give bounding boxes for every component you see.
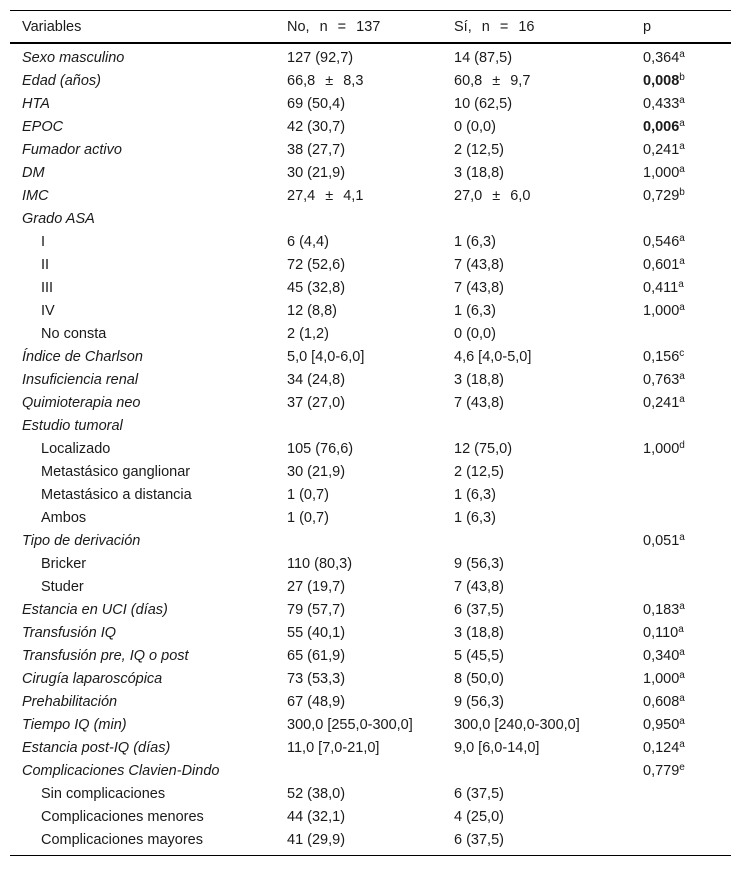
cell-p bbox=[637, 345, 731, 368]
cell-no: 1 (0,7) bbox=[287, 486, 329, 503]
cell-no: 73 (53,3) bbox=[287, 670, 346, 687]
cell-p bbox=[637, 529, 731, 552]
table-row bbox=[10, 92, 731, 115]
cell-si: 3 (18,8) bbox=[454, 371, 504, 388]
cell-si: 14 (87,5) bbox=[454, 49, 513, 66]
cell-si: 1 (6,3) bbox=[454, 509, 496, 526]
p-value: 0,110 bbox=[643, 624, 679, 641]
table-row bbox=[10, 552, 731, 575]
p-value: 0,364 bbox=[643, 49, 680, 66]
cell-p bbox=[637, 713, 731, 736]
cell-no: 5,0 [4,0-6,0] bbox=[287, 348, 365, 365]
cell-p bbox=[637, 299, 731, 322]
cell-si: 300,0 [240,0-300,0] bbox=[454, 716, 580, 733]
cell-p bbox=[637, 322, 731, 345]
p-value: 0,608 bbox=[643, 693, 680, 710]
p-footnote-marker: a bbox=[679, 370, 685, 382]
p-value: 1,000 bbox=[643, 164, 680, 181]
table-row bbox=[10, 598, 731, 621]
cell-p bbox=[637, 460, 731, 483]
row-label: Complicaciones menores bbox=[41, 808, 204, 825]
cell-si bbox=[442, 414, 637, 437]
row-label: Metastásico a distancia bbox=[41, 486, 192, 503]
cell-si: 3 (18,8) bbox=[454, 624, 504, 641]
cell-no: 127 (92,7) bbox=[287, 49, 354, 66]
table-row bbox=[10, 483, 731, 506]
p-value: 0,411 bbox=[643, 279, 679, 296]
row-label: Fumador activo bbox=[22, 141, 122, 158]
table-row bbox=[10, 621, 731, 644]
cell-p bbox=[637, 230, 731, 253]
table-row bbox=[10, 575, 731, 598]
table-row bbox=[10, 414, 731, 437]
cell-no: 55 (40,1) bbox=[287, 624, 346, 641]
table-row bbox=[10, 69, 731, 92]
p-value: 1,000 bbox=[643, 670, 680, 687]
cell-si: 7 (43,8) bbox=[454, 394, 504, 411]
p-value: 0,241 bbox=[643, 141, 680, 158]
p-footnote-marker: b bbox=[679, 71, 685, 83]
header-p: p bbox=[643, 18, 652, 35]
header-variables: Variables bbox=[22, 18, 82, 35]
p-value: 0,546 bbox=[643, 233, 680, 250]
table-row bbox=[10, 759, 731, 782]
row-label: Sin complicaciones bbox=[41, 785, 166, 802]
table-row bbox=[10, 828, 731, 856]
p-value: 0,950 bbox=[643, 716, 680, 733]
row-label: Tipo de derivación bbox=[22, 532, 141, 549]
results-table bbox=[10, 10, 731, 856]
cell-si: 4 (25,0) bbox=[454, 808, 504, 825]
p-footnote-marker: a bbox=[679, 48, 685, 60]
cell-p bbox=[637, 92, 731, 115]
cell-no: 6 (4,4) bbox=[287, 233, 329, 250]
p-value: 1,000 bbox=[643, 440, 680, 457]
cell-p bbox=[637, 437, 731, 460]
table-row bbox=[10, 230, 731, 253]
results-table-container bbox=[10, 10, 731, 856]
cell-p bbox=[637, 759, 731, 782]
cell-p bbox=[637, 506, 731, 529]
p-footnote-marker: a bbox=[679, 94, 685, 106]
cell-si: 2 (12,5) bbox=[454, 141, 504, 158]
table-row bbox=[10, 437, 731, 460]
row-label: DM bbox=[22, 164, 45, 181]
p-footnote-marker: a bbox=[678, 623, 684, 635]
p-value: 0,729 bbox=[643, 187, 680, 204]
row-label: IV bbox=[41, 302, 55, 319]
p-value: 0,433 bbox=[643, 95, 680, 112]
cell-si: 2 (12,5) bbox=[454, 463, 504, 480]
cell-no: 300,0 [255,0-300,0] bbox=[287, 716, 413, 733]
table-row bbox=[10, 184, 731, 207]
table-row bbox=[10, 667, 731, 690]
table-row bbox=[10, 322, 731, 345]
table-row bbox=[10, 276, 731, 299]
p-footnote-marker: a bbox=[679, 301, 685, 313]
cell-p bbox=[637, 667, 731, 690]
cell-no bbox=[275, 414, 442, 437]
cell-p bbox=[637, 253, 731, 276]
table-row bbox=[10, 644, 731, 667]
table-row bbox=[10, 43, 731, 69]
cell-no: 27,4 ± 4,1 bbox=[287, 187, 364, 204]
header-row bbox=[10, 11, 731, 44]
table-row bbox=[10, 299, 731, 322]
cell-no: 67 (48,9) bbox=[287, 693, 346, 710]
cell-si: 0 (0,0) bbox=[454, 325, 496, 342]
row-label: HTA bbox=[22, 95, 50, 112]
row-label: III bbox=[41, 279, 54, 296]
p-footnote-marker: a bbox=[678, 278, 684, 290]
cell-si: 9,0 [6,0-14,0] bbox=[454, 739, 540, 756]
row-label: Ambos bbox=[41, 509, 87, 526]
p-footnote-marker: a bbox=[679, 646, 685, 658]
table-row bbox=[10, 207, 731, 230]
cell-no bbox=[275, 759, 442, 782]
row-label: Estancia post-IQ (días) bbox=[22, 739, 171, 756]
table-body bbox=[10, 43, 731, 856]
cell-p bbox=[637, 805, 731, 828]
cell-si: 10 (62,5) bbox=[454, 95, 513, 112]
cell-no: 37 (27,0) bbox=[287, 394, 346, 411]
cell-no: 2 (1,2) bbox=[287, 325, 329, 342]
table-row bbox=[10, 506, 731, 529]
p-value: 0,601 bbox=[643, 256, 680, 273]
cell-no: 44 (32,1) bbox=[287, 808, 346, 825]
cell-p bbox=[637, 828, 731, 856]
table-row bbox=[10, 460, 731, 483]
cell-no: 105 (76,6) bbox=[287, 440, 354, 457]
cell-p bbox=[637, 368, 731, 391]
cell-no: 12 (8,8) bbox=[287, 302, 337, 319]
table-row bbox=[10, 138, 731, 161]
cell-p bbox=[637, 414, 731, 437]
p-footnote-marker: a bbox=[679, 669, 685, 681]
cell-p bbox=[637, 391, 731, 414]
cell-no: 79 (57,7) bbox=[287, 601, 346, 618]
row-label: Transfusión pre, IQ o post bbox=[22, 647, 189, 664]
cell-p bbox=[637, 598, 731, 621]
p-footnote-marker: a bbox=[679, 531, 685, 543]
cell-no bbox=[275, 529, 442, 552]
p-footnote-marker: a bbox=[679, 393, 685, 405]
cell-no: 110 (80,3) bbox=[287, 555, 353, 572]
cell-no: 65 (61,9) bbox=[287, 647, 346, 664]
cell-si: 8 (50,0) bbox=[454, 670, 504, 687]
cell-p bbox=[637, 184, 731, 207]
cell-si: 3 (18,8) bbox=[454, 164, 504, 181]
p-footnote-marker: a bbox=[679, 692, 685, 704]
cell-p bbox=[637, 736, 731, 759]
p-value: 0,241 bbox=[643, 394, 680, 411]
cell-p bbox=[637, 207, 731, 230]
cell-p bbox=[637, 644, 731, 667]
row-label: Edad (años) bbox=[22, 72, 101, 89]
table-row bbox=[10, 368, 731, 391]
p-footnote-marker: a bbox=[679, 140, 685, 152]
cell-si: 6 (37,5) bbox=[454, 601, 504, 618]
cell-no: 38 (27,7) bbox=[287, 141, 346, 158]
cell-si: 60,8 ± 9,7 bbox=[454, 72, 531, 89]
row-label: Localizado bbox=[41, 440, 111, 457]
p-footnote-marker: e bbox=[679, 761, 685, 773]
cell-p bbox=[637, 621, 731, 644]
cell-no: 52 (38,0) bbox=[287, 785, 346, 802]
row-label: II bbox=[41, 256, 50, 273]
p-footnote-marker: a bbox=[679, 715, 685, 727]
cell-si bbox=[442, 207, 637, 230]
cell-si: 6 (37,5) bbox=[454, 785, 504, 802]
row-label: Bricker bbox=[41, 555, 87, 572]
row-label: Sexo masculino bbox=[22, 49, 125, 66]
p-value: 0,779 bbox=[643, 762, 680, 779]
cell-si: 7 (43,8) bbox=[454, 578, 504, 595]
p-value: 0,156 bbox=[643, 348, 680, 365]
cell-si: 7 (43,8) bbox=[454, 256, 504, 273]
p-footnote-marker: a bbox=[679, 163, 685, 175]
cell-p bbox=[637, 690, 731, 713]
row-label: Insuficiencia renal bbox=[22, 371, 139, 388]
p-footnote-marker: a bbox=[679, 232, 685, 244]
p-value: 1,000 bbox=[643, 302, 680, 319]
table-row bbox=[10, 391, 731, 414]
row-label: I bbox=[41, 233, 46, 250]
cell-si: 4,6 [4,0-5,0] bbox=[454, 348, 532, 365]
header-si: Sí, n = 16 bbox=[454, 18, 535, 35]
cell-no: 45 (32,8) bbox=[287, 279, 346, 296]
table-row bbox=[10, 253, 731, 276]
table-header bbox=[10, 11, 731, 44]
cell-no: 11,0 [7,0-21,0] bbox=[287, 739, 380, 756]
cell-no: 34 (24,8) bbox=[287, 371, 346, 388]
p-value: 0,340 bbox=[643, 647, 680, 664]
cell-p bbox=[637, 115, 731, 138]
row-label: IMC bbox=[22, 187, 49, 204]
cell-p bbox=[637, 782, 731, 805]
p-footnote-marker: a bbox=[679, 600, 685, 612]
cell-no: 30 (21,9) bbox=[287, 164, 346, 181]
cell-no: 72 (52,6) bbox=[287, 256, 346, 273]
row-label: Prehabilitación bbox=[22, 693, 118, 710]
row-label: Complicaciones Clavien-Dindo bbox=[22, 762, 220, 779]
cell-no: 42 (30,7) bbox=[287, 118, 346, 135]
cell-si: 5 (45,5) bbox=[454, 647, 504, 664]
cell-no: 41 (29,9) bbox=[287, 831, 346, 848]
cell-p bbox=[637, 575, 731, 598]
p-value: 0,124 bbox=[643, 739, 680, 756]
cell-si bbox=[442, 759, 637, 782]
table-row bbox=[10, 713, 731, 736]
row-label: Grado ASA bbox=[22, 210, 95, 227]
row-label: Tiempo IQ (min) bbox=[22, 716, 127, 733]
cell-p bbox=[637, 43, 731, 69]
table-row bbox=[10, 736, 731, 759]
table-row bbox=[10, 345, 731, 368]
cell-p bbox=[637, 276, 731, 299]
cell-no: 1 (0,7) bbox=[287, 509, 329, 526]
cell-si: 0 (0,0) bbox=[454, 118, 496, 135]
row-label: Cirugía laparoscópica bbox=[22, 670, 163, 687]
p-value: 0,006 bbox=[643, 118, 680, 135]
table-row bbox=[10, 805, 731, 828]
p-footnote-marker: a bbox=[679, 117, 685, 129]
cell-si: 7 (43,8) bbox=[454, 279, 504, 296]
p-value: 0,183 bbox=[643, 601, 680, 618]
p-footnote-marker: b bbox=[679, 186, 685, 198]
cell-si: 1 (6,3) bbox=[454, 302, 496, 319]
cell-no bbox=[275, 207, 442, 230]
row-label: Metastásico ganglionar bbox=[41, 463, 191, 480]
p-footnote-marker: a bbox=[679, 255, 685, 267]
table-row bbox=[10, 115, 731, 138]
cell-si: 9 (56,3) bbox=[454, 555, 504, 572]
row-label: Studer bbox=[41, 578, 84, 595]
p-value: 0,008 bbox=[643, 72, 680, 89]
row-label: Estudio tumoral bbox=[22, 417, 123, 434]
cell-no: 27 (19,7) bbox=[287, 578, 346, 595]
cell-si: 6 (37,5) bbox=[454, 831, 504, 848]
cell-no: 69 (50,4) bbox=[287, 95, 346, 112]
cell-p bbox=[637, 69, 731, 92]
row-label: Complicaciones mayores bbox=[41, 831, 203, 848]
cell-si: 9 (56,3) bbox=[454, 693, 504, 710]
cell-p bbox=[637, 138, 731, 161]
cell-si: 1 (6,3) bbox=[454, 233, 496, 250]
table-row bbox=[10, 690, 731, 713]
row-label: Índice de Charlson bbox=[22, 348, 143, 365]
cell-no: 30 (21,9) bbox=[287, 463, 346, 480]
cell-si: 27,0 ± 6,0 bbox=[454, 187, 531, 204]
table-row bbox=[10, 161, 731, 184]
cell-no: 66,8 ± 8,3 bbox=[287, 72, 364, 89]
row-label: Estancia en UCI (días) bbox=[22, 601, 168, 618]
cell-p bbox=[637, 483, 731, 506]
cell-si: 12 (75,0) bbox=[454, 440, 513, 457]
row-label: Transfusión IQ bbox=[22, 624, 117, 641]
cell-si: 1 (6,3) bbox=[454, 486, 496, 503]
p-footnote-marker: a bbox=[679, 738, 685, 750]
table-row bbox=[10, 782, 731, 805]
header-no: No, n = 137 bbox=[287, 18, 381, 35]
row-label: No consta bbox=[41, 325, 107, 342]
row-label: EPOC bbox=[22, 118, 64, 135]
row-label: Quimioterapia neo bbox=[22, 394, 141, 411]
p-value: 0,051 bbox=[643, 532, 680, 549]
cell-si bbox=[442, 529, 637, 552]
p-value: 0,763 bbox=[643, 371, 680, 388]
table-row bbox=[10, 529, 731, 552]
p-footnote-marker: d bbox=[679, 439, 685, 451]
cell-p bbox=[637, 161, 731, 184]
cell-p bbox=[637, 552, 731, 575]
p-footnote-marker: c bbox=[679, 347, 685, 359]
